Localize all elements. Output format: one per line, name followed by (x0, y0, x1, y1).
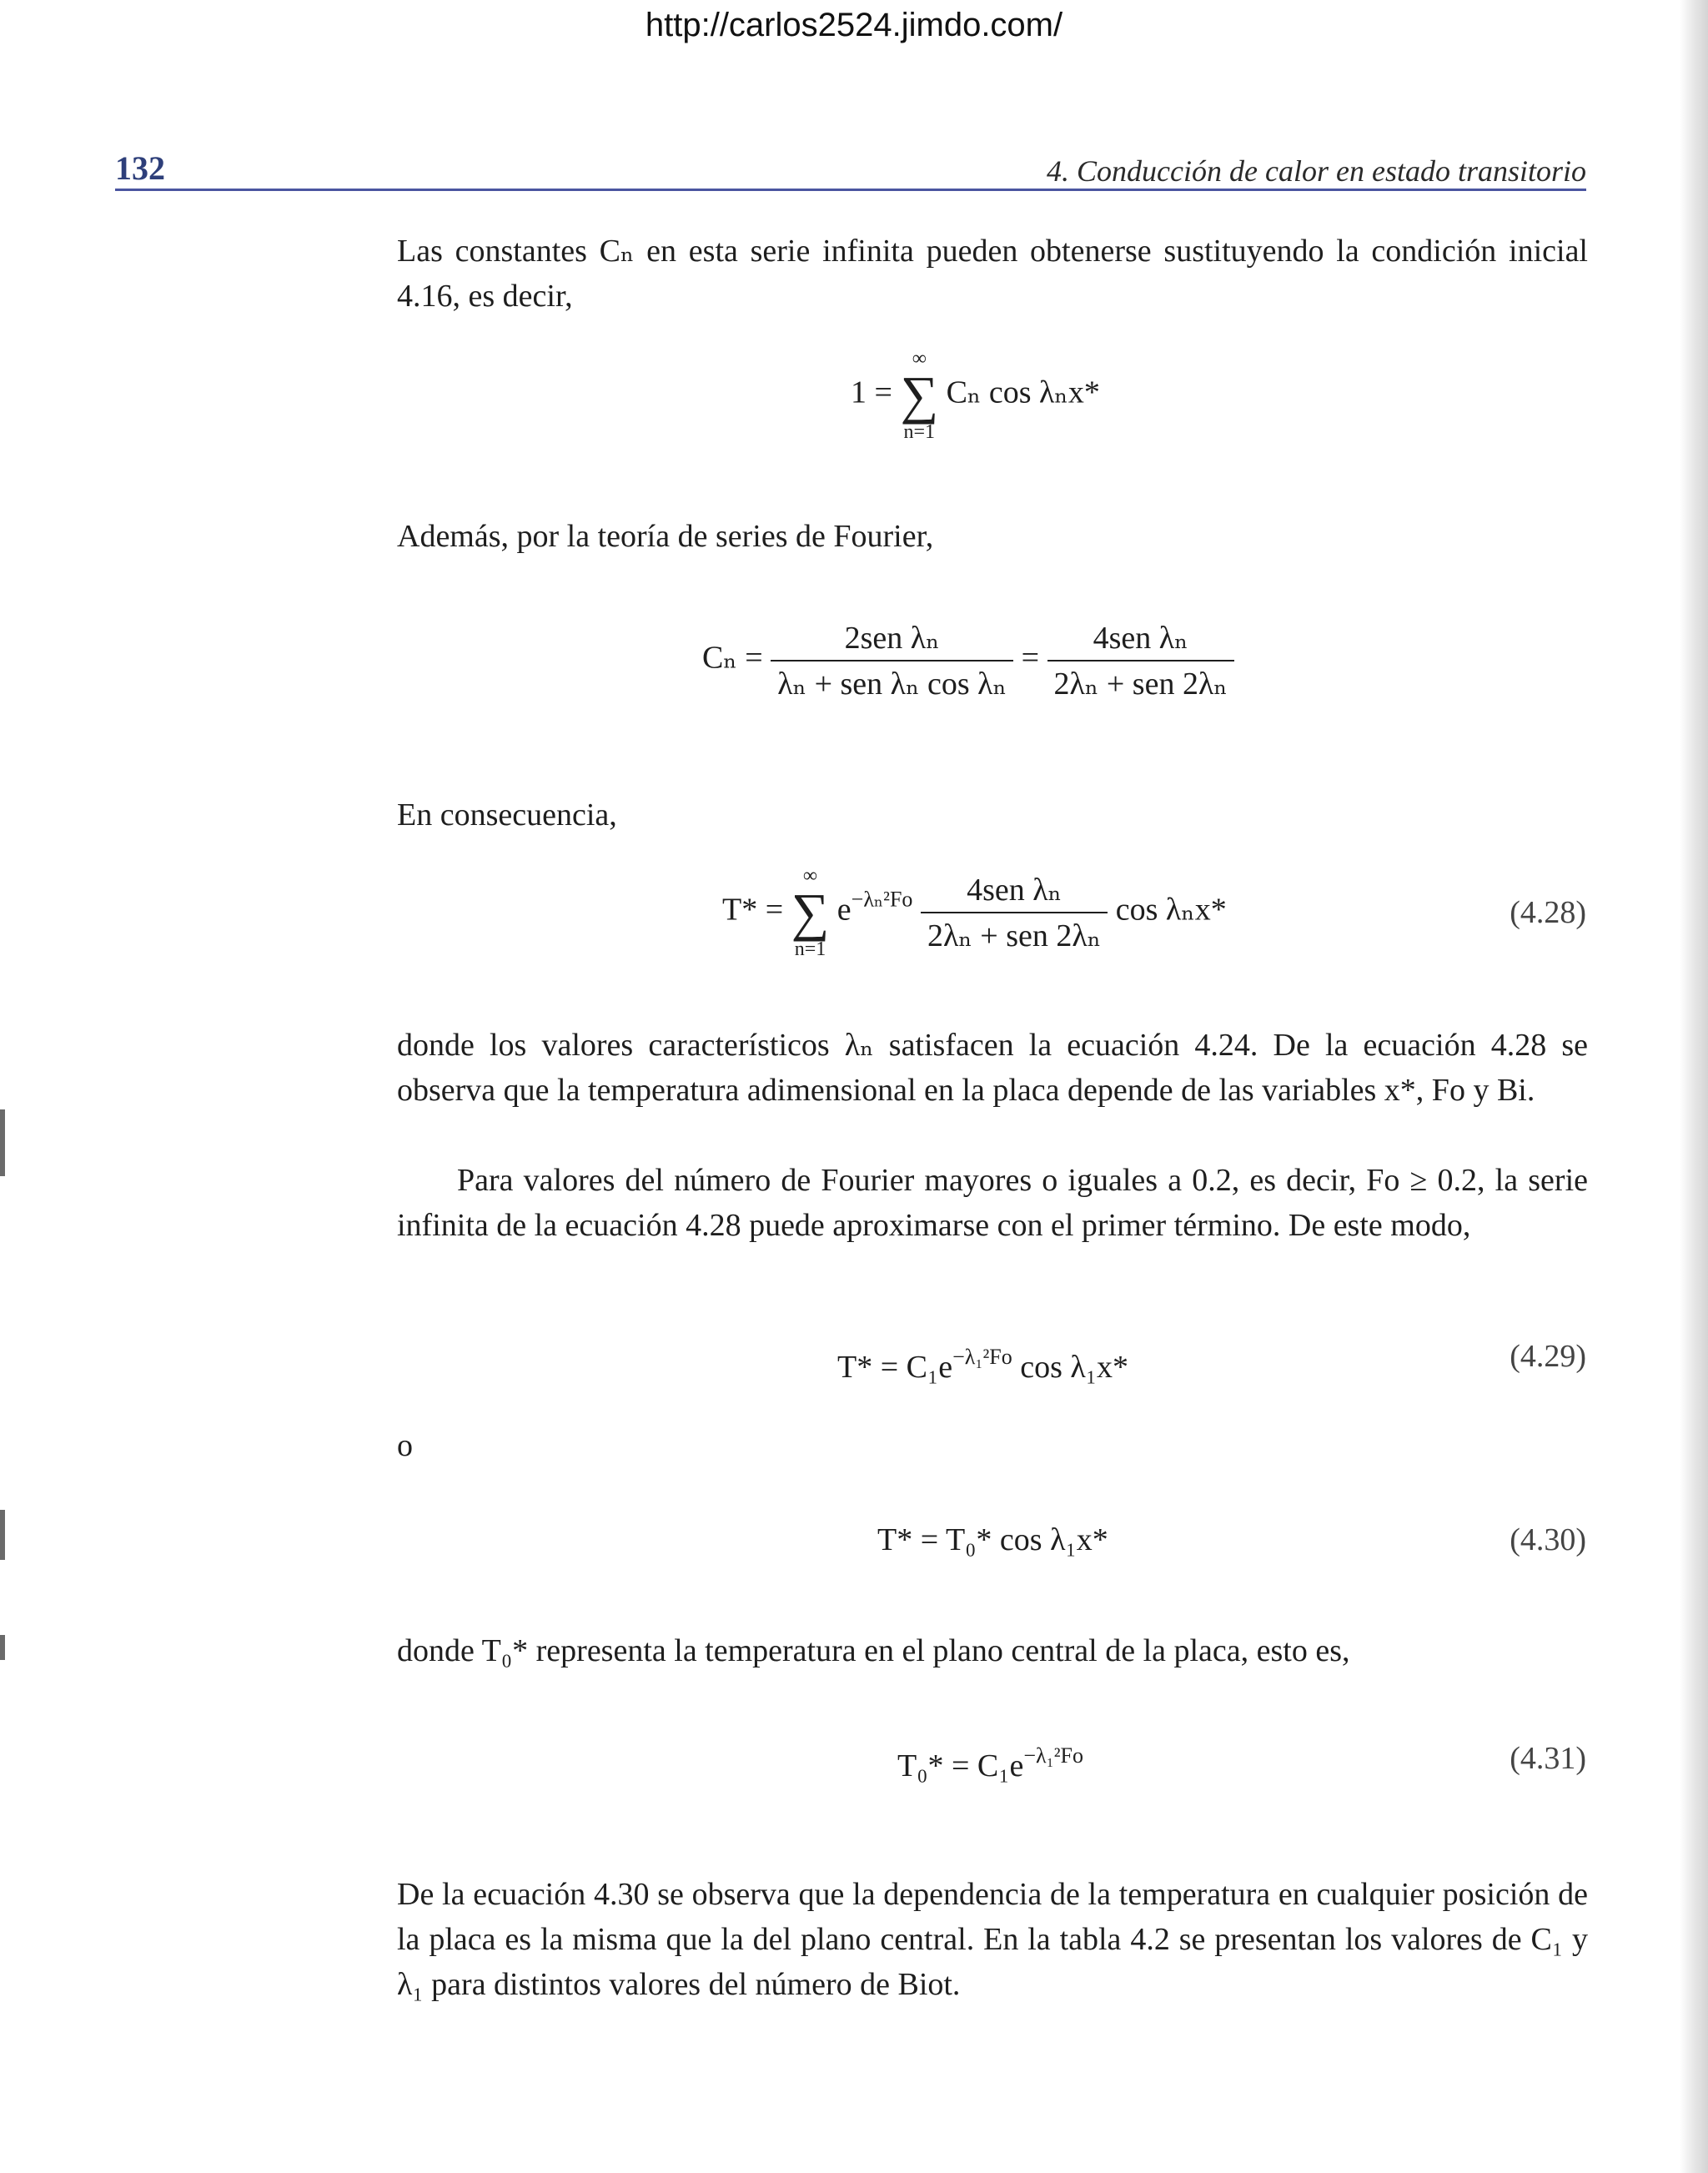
eq-4-31-main: T₀* = C₁e (897, 1748, 1024, 1783)
eq-4-28-lhs: T* = (722, 892, 784, 928)
equation-4-29 (837, 1345, 1128, 1386)
equation-4-28 (722, 866, 1227, 959)
paragraph-fourier: Además, por la teoría de series de Fourier, (397, 519, 934, 554)
scan-speck (0, 1510, 5, 1560)
header-rule (115, 189, 1586, 191)
equation-number-4-28: (4.28) (1510, 895, 1586, 930)
eq-b-lhs: Cₙ = (702, 640, 763, 676)
scan-speck (0, 1109, 5, 1176)
paragraph-central-plane: donde T₀* representa la temperatura en el plano central de la placa, esto es, (397, 1633, 1350, 1668)
eq-a-body: Cₙ cos λₙx* (946, 375, 1100, 410)
source-url: http://carlos2524.jimdo.com/ (645, 7, 1063, 43)
fraction-numerator: 4sen λₙ (921, 871, 1108, 913)
fraction-numerator: 2sen λₙ (771, 619, 1013, 661)
paragraph-fourier-number: Para valores del número de Fourier mayores o iguales a 0.2, es decir, Fo ≥ 0.2, la serie infinita de la ecuación 4.28 puede aproximarse con el primer término. De este modo, (397, 1163, 1588, 1243)
eq-a-lhs: 1 = (851, 375, 892, 410)
eq-4-29-power: −λ₁²Fo (952, 1345, 1012, 1369)
paragraph-constants: Las constantes Cₙ en esta serie infinita pueden obtenerse sustituyendo la condición inicial 4.16, es decir, (397, 234, 1588, 314)
exponential-base: e (836, 892, 851, 928)
equation-number-4-31: (4.31) (1510, 1741, 1586, 1776)
paragraph-biot-table: De la ecuación 4.30 se observa que la dependencia de la temperatura en cualquier posición de la placa es la misma que la del plano central. En la tabla 4.2 se presentan los valores de C₁ y λ₁ para distintos valores del número de Biot. (397, 1877, 1588, 2002)
running-head: 4. Conducción de calor en estado transitorio (1047, 154, 1586, 188)
eq-4-28-tail: cos λₙx* (1115, 892, 1227, 928)
sum-symbol: ∑ (791, 883, 830, 942)
summation (791, 866, 830, 959)
equation-4-31 (897, 1743, 1083, 1784)
equation-cn (702, 619, 1234, 702)
eq-4-30-main: T* = T₀* cos λ₁x* (877, 1522, 1108, 1557)
eq-4-29-tail: cos λ₁x* (1020, 1350, 1129, 1385)
fraction-cn-2 (1047, 619, 1234, 702)
paragraph-consequence: En consecuencia, (397, 797, 617, 832)
fraction-denominator: 2λₙ + sen 2λₙ (927, 918, 1102, 953)
eq-b-equals: = (1021, 640, 1039, 676)
fraction-cn-1 (771, 619, 1013, 702)
eq-4-31-power: −λ₁²Fo (1023, 1743, 1083, 1768)
sum-lower-limit: n=1 (794, 938, 826, 960)
fraction-numerator: 4sen λₙ (1047, 619, 1234, 661)
sum-upper-limit: ∞ (802, 865, 818, 887)
equation-4-30 (877, 1522, 1108, 1558)
sum-upper-limit: ∞ (912, 348, 927, 370)
sum-lower-limit: n=1 (903, 421, 936, 443)
fraction-denominator: 2λₙ + sen 2λₙ (1053, 666, 1228, 702)
equation-number-4-29: (4.29) (1510, 1339, 1586, 1374)
eq-4-29-main: T* = C₁e (837, 1350, 953, 1385)
paragraph-or: o (397, 1428, 413, 1463)
equation-number-4-30: (4.30) (1510, 1522, 1586, 1557)
paragraph-characteristic-values: donde los valores característicos λₙ satisfacen la ecuación 4.24. De la ecuación 4.28 se observa que la temperatura adimensional en la placa depende de las variables x*, Fo y Bi. (397, 1028, 1588, 1108)
scan-speck (0, 1635, 5, 1660)
page-number: 132 (115, 149, 165, 187)
fraction-denominator: λₙ + sen λₙ cos λₙ (777, 666, 1007, 702)
summation (900, 349, 938, 442)
sum-symbol: ∑ (900, 365, 939, 425)
exponential-power: −λₙ²Fo (851, 887, 913, 912)
page-edge-shadow (1680, 0, 1708, 2173)
equation-initial-condition (851, 349, 1100, 442)
fraction-4-28 (921, 871, 1108, 954)
